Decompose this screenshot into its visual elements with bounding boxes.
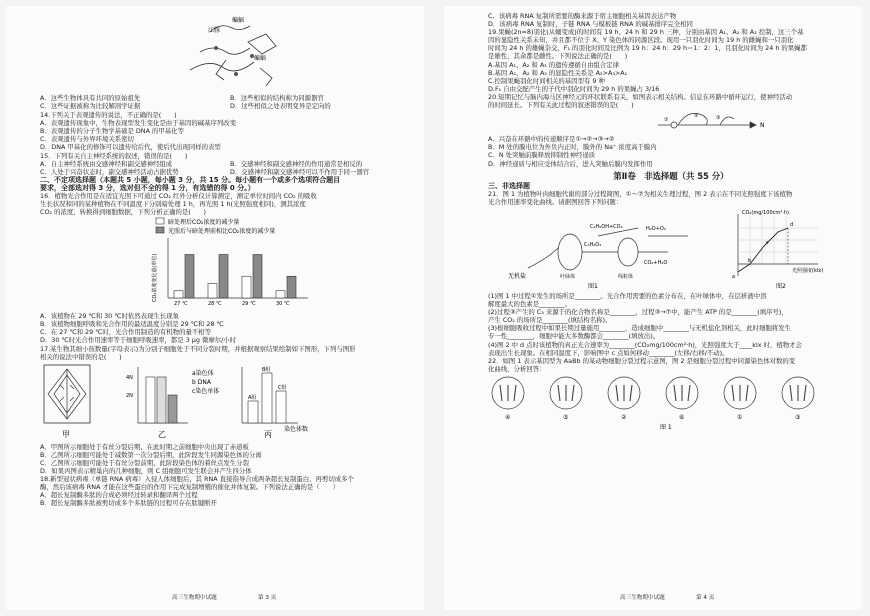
question-21-blanks [488, 292, 854, 373]
question-14 [40, 111, 412, 151]
bar-1-2 [253, 255, 262, 299]
q20-line-2: 的时间延长。下列有关此过程的叙述错误的是( ) [488, 101, 634, 110]
fig2-point-c: c [766, 239, 769, 246]
q21-blank-line-1: (1)图 1 中过程①发生的场所是________。光合作用需要的色素分布在，在叶绿体中，在层析液中溶 [488, 291, 767, 300]
q21-figures [488, 206, 852, 290]
bar-1-1 [219, 255, 228, 299]
chromosome [688, 385, 690, 401]
q17-option-b: B．乙图所示细胞可能处于减数第一次分裂后期，此阶段发生同源染色体的分离 [40, 450, 262, 459]
fig-label-1: 蝙蝠 [232, 17, 245, 24]
fig1-label-water-o2: H₂O+O₂ [646, 225, 666, 232]
q21-blank-line-6: 专一性________，细胞中能大多数酶都会________(填放出)。 [488, 332, 660, 341]
legend-b: b DNA [192, 378, 211, 386]
q19-option-b: B.基因 A₁、A₂ 和 A₃ 的显隐性关系是 A₂>A₃>A₁ [488, 68, 628, 77]
legend-c: c染色单体 [192, 387, 220, 395]
cell-number-label: ① [737, 413, 743, 421]
legend-swatch-dark [156, 218, 164, 224]
q13-option-b: B．这些相似的结构称为同源器官 [230, 94, 324, 103]
bar-0-3 [276, 291, 285, 298]
q17-option-c: C．乙图所示细胞可能处于有丝分裂前期，此阶段染色体的着丝点发生分裂 [40, 458, 249, 467]
q17-line-2: 相关的说法中错误的是( ) [40, 352, 122, 361]
fig1-label-co2-h2o: CO₂+H₂O [644, 259, 668, 266]
q19-line-4: 是雄性，其余都是雌性。下列说法正确的是( ) [488, 52, 628, 61]
section-3-heading: 三、非选择题 [488, 181, 530, 190]
q13-option-c: C．这些证据被称为比较解剖学证据 [40, 102, 141, 111]
q17-option-d: D．如果丙图表示精巢内的几种细胞，则 C 组细胞可发生联会并产生四分体 [40, 467, 252, 476]
question-13-options [40, 94, 412, 111]
right-footer [444, 594, 862, 602]
chromosome [558, 385, 560, 401]
q21-blank-line-7: (4)图 2 中 d 点时该植物的真正光合速率为________(CO₂mg/100cm²·h)，光照强度大于____klx 时，植物才会 [488, 340, 802, 349]
fig-yi-bar-c [168, 395, 177, 423]
left-footer-title: 高三生物期中试题 [172, 595, 217, 601]
loop-label-2: ② [694, 113, 699, 120]
q18-option-c: C．该病毒 RNA 复制所需要的酶来源于宿主细胞相关基因表达产物 [488, 12, 677, 20]
q15-option-c: C．人处于兴奋状态时，副交感神经活动占据优势 [40, 167, 179, 176]
loop-label-3: ③ [716, 115, 721, 122]
cell-number-label: ④ [505, 413, 511, 421]
q20-option-d: D．神经递质与相应受体结合后，进入突触后膜内发挥作用 [488, 159, 653, 168]
fig2-plot [738, 214, 818, 276]
chromosome [804, 385, 806, 401]
q20-line-1: 20.短期记忆与脑内海马区神经元的环状联系有关，如图表示相关结构。信息在环路中循环运行，使神经活动 [488, 92, 793, 101]
q16-option-d: D．30 ℃时光合作用速率等于细胞呼吸速率，都是 3 μg 微摩尔/小时 [40, 336, 237, 345]
q19-line-3: 时间为 24 h 的雄蝇杂交，F₁ 的羽化时间及比例为 19 h：24 h：29 h＝1：2：1，且羽化时间为 24 h 的果蝇都 [488, 44, 807, 53]
cell-number-label: ⑤ [563, 413, 569, 421]
fig1-label-ethanol: C₂H₅OH+CO₂ [590, 223, 623, 230]
q21-blank-line-3: (2)过程③产生的 C₃ 来源于的化合物名称是________，过程③→⑦中，能产生 ATP 的是________(填序号)， [488, 308, 788, 317]
fig2-x-axis-label: 光照强度(klx) [792, 267, 824, 274]
question-18 [40, 475, 412, 507]
question-17-options [40, 443, 412, 475]
fig1-label-mitochondrion: 线粒体 [618, 273, 634, 280]
q15-stem: 15．下列有关自主神经系统的叙述，错误的是( ) [40, 151, 188, 160]
section-2-line-1: 二、不定项选择题（本题共 5 小题，每小题 3 分，共 15 分。每小题有一个或多个选项符合题目 [40, 175, 341, 184]
chromosome [630, 385, 632, 401]
q17-line-1: 17.某生物其细小孩数量(字母表示)为分别子细胞处于不同分裂时期，并根据观察结果绘制如下图形，下列与图形 [40, 344, 356, 353]
q13-option-d: D．这些相似之处表明变异是定向的 [230, 102, 331, 111]
bar-1-3 [287, 276, 296, 298]
question-21 [488, 190, 854, 206]
fig-bing-tag-a: A组 [248, 394, 257, 401]
homologous-organs-figure [40, 12, 412, 92]
chromosome [790, 385, 792, 401]
cell-number-label: ② [621, 413, 627, 421]
q21-blank-line-5: (3)根细胞吸收过程中如果长期过量施用________，造成细胞中________与无机盐化剂相关，此时细胞将发生 [488, 324, 792, 333]
fig-bing-bar-c [276, 391, 286, 423]
q15-option-a: A．自主神经系统由交感神经和副交感神经组成 [40, 159, 173, 168]
cell-number-label: ③ [795, 413, 801, 421]
q17-option-a: A．甲图所示细胞处于有丝分裂后期，在此时期之前细胞中央出现了赤道板 [40, 442, 249, 451]
fig2-y-axis-label: CO₂(mg/100cm²·h) [742, 209, 789, 216]
question-20-options [488, 135, 854, 167]
q21-blank-line-4: 产生 CO₂ 的场所是________(填结构名称)。 [488, 316, 612, 325]
fig1-label-pyruvate: C₃H₄O₃ [584, 241, 602, 248]
left-page [6, 6, 424, 610]
chromosome [500, 385, 502, 401]
q19-option-c: C.控制果蝇羽化时间相关的基因型有 9 种 [488, 76, 605, 85]
fig2-point-d: d [790, 221, 794, 228]
fig-yi-label: 乙 [158, 429, 166, 439]
q14-option-b: B．表观遗传的分子生物学基础是 DNA 的甲基化等 [40, 127, 184, 136]
q22-line-2: 化曲线，分析回答： [488, 364, 546, 373]
chromosome [616, 385, 618, 401]
question-16 [40, 192, 412, 216]
q21-blank-line-2: 解度最大的色素是________。 [488, 300, 572, 309]
q19-line-1: 19.果蝇(2n=8)羽化(从蛹变成)的时间有 19 h、24 h 和 29 h 三种，分别由基因 A₁、A₂ 和 A₃ 控制，这三个基 [488, 28, 804, 37]
fig-yi-tick-4n: 4N [126, 374, 133, 381]
q20-option-c: C．N 处突触前膜释放抑制性神经递质 [488, 151, 596, 160]
neuron-body-icon [671, 122, 677, 128]
q16-bar-chart [40, 216, 412, 312]
q21-line-1: 21．图 1 为植物叶肉细胞代谢的部分过程简图，①～⑦为相关生理过程，图 2 表示在不同光照强度下该植物 [488, 189, 793, 198]
fig2-caption: 图2 [776, 282, 786, 290]
chromosome [732, 385, 734, 401]
question-17 [40, 345, 412, 361]
chromosome [674, 385, 676, 401]
bar-0-1 [208, 284, 217, 299]
bar-1-0 [185, 255, 194, 299]
q17-figures [40, 361, 412, 441]
fig1-caption: 图1 [588, 282, 598, 290]
fig-label-3: 蝙蝠 [254, 55, 267, 62]
left-column [40, 12, 412, 508]
right-footer-title: 高三生物期中试题 [620, 595, 665, 601]
chromosome [746, 385, 748, 401]
q13-option-a: A．这些生物体具有共同的原始祖先 [40, 94, 141, 103]
q18-option-d: D．该病毒 RNA 复制时，子链 RNA 与模板链 RNA 的碱基排序完全相同 [488, 20, 693, 29]
question-19 [488, 28, 854, 93]
legend-swatch-light [156, 227, 164, 233]
chromosome [514, 385, 516, 401]
q16-line-3: CO₂ 的浓度，转换得到细胞数据，下列分析正确的是( ) [40, 208, 207, 217]
x-tick-label: 30 ℃ [276, 301, 290, 308]
q18-line-2: 酶，然后该病毒 RNA 才能在这些蛋白的作用下完成复制增殖的催化并体复制。下列说法正确的是（ ） [40, 483, 339, 492]
right-page [444, 6, 862, 610]
x-tick-label: 27 ℃ [174, 301, 188, 308]
q21-line-2: 光合作用速率变化曲线。请据图回答下列问题： [488, 197, 623, 206]
fig2-point-b: b [748, 257, 752, 264]
left-footer [6, 594, 424, 602]
x-tick-label: 29 ℃ [242, 301, 256, 308]
fig-yi-bar-b [157, 377, 166, 423]
fig-bing-bar-b [262, 373, 272, 423]
cell-jia-spindle [48, 369, 86, 419]
bar-0-2 [242, 276, 251, 298]
loop-label-n: N [760, 122, 765, 130]
fig2-point-a: a [732, 273, 736, 280]
q15-option-d: D．交感神经和副交感神经可以不作用于同一器官 [230, 167, 370, 176]
q18-option-a: A．超长复制酶多肽的合成必须经过转录和翻译两个过程 [40, 491, 198, 500]
q14-option-a: A．表观遗传现象中，生物表现型发生变化是由于基因的碱基序列改变 [40, 119, 237, 128]
q14-option-c: C．表观遗传与外界环境关系密切 [40, 135, 134, 144]
q19-option-a: A.基因 A₁、A₂ 和 A₃ 的遗传遵循自由组合定律 [488, 60, 620, 69]
question-20 [488, 93, 854, 109]
q14-option-d: D．DNA 甲基化的修饰可以遗传给后代，使后代出现同样的表型 [40, 143, 221, 152]
q22-cell-figures [488, 373, 852, 431]
fig1-label-inorganic: 无机盐 [508, 272, 527, 280]
section-2-line-2: 要求，全部选对得 3 分，选对但不全的得 1 分，有选错的得 0 分。） [40, 183, 255, 192]
q20-option-b: B．M 处的膜电位为外负内正时，膜外的 Na⁺ 浓度高于膜内 [488, 143, 657, 152]
fig-bing-xlabel: 染色体数 [284, 425, 309, 433]
fig1-label-chloroplast: 叶绿体 [560, 273, 576, 280]
fig-yi-bar-a [146, 377, 155, 423]
q22-line-1: 22．如图 1 表示基因型为 AaBb 的某动物细胞分裂过程示意图，图 2 是细胞分裂过程中同源染色体对数的变 [488, 356, 796, 365]
q16-option-a: A．该植物在 29 ℃和 30 ℃时依然表现生长现象 [40, 312, 179, 321]
cell-number-label: ⑥ [679, 413, 685, 421]
q18-line-1: 18.新型冠状病毒（单链 RNA 病毒）入侵人体细胞后，其 RNA 直接指导合成两条超长复制蛋白，再剪切成多个 [40, 475, 354, 484]
q16-option-c: C．在 27 ℃和 29 ℃时，光合作用制造的有机物的量不相等 [40, 328, 212, 337]
neuron-loop-figure [488, 109, 852, 133]
fig-bing-label: 丙 [264, 429, 272, 439]
q16-chart-block [40, 216, 412, 312]
loop-label-1: ① [664, 117, 669, 124]
q15-option-b: B．交感神经和副交感神经的作用通常是相反的 [230, 159, 363, 168]
fig-bing-bar-a [248, 401, 258, 423]
q21-blank-line-8: 表现出生长现象。在相同温度下，影响图中 c 点如何移动________(左移/右移/不动)。 [488, 348, 729, 357]
question-18-continued [488, 12, 854, 28]
left-footer-page: 第 3 页 [258, 595, 277, 601]
q16-line-2: 生长状况和同的某种植物在不同温度下分别暗处理 1 h，再光照 1 h(光照强度相同)，测其浓度 [40, 199, 306, 208]
q18-option-b: B．超长复制酶多肽被剪切成多个多肽链的过程可存在肽键断开 [40, 499, 217, 508]
section-2-heading [40, 176, 412, 192]
q19-option-d: D.F₁ 自由交配产生的子代中羽化时间为 29 h 的果蝇占 3/16 [488, 84, 660, 93]
bar-0-0 [174, 291, 183, 298]
q16-line-1: 16．植物光合作用是在适宜光照下可通过 CO₂ 红外分析仪计算测定，测定单位时间内 CO₂ 的吸收 [40, 191, 317, 200]
part-2-title: 第Ⅱ卷 非选择题（共 55 分） [613, 170, 729, 181]
legend-a: a染色体 [192, 369, 214, 377]
chart-y-label: CO₂浓度变化量(单位) [152, 253, 158, 303]
fig-yi-tick-2n: 2N [126, 392, 133, 399]
fig-label-2: 江豚 [208, 27, 221, 34]
q22-fig-caption: 图 1 [660, 423, 672, 431]
q20-option-a: A．兴奋在环路中的传递顺序是①→②→③→② [488, 135, 615, 144]
chromosome [572, 385, 574, 401]
legend-label-dark: 暗处理后CO₂浓度的减少量 [168, 219, 240, 227]
question-16-options [40, 312, 412, 344]
legend-label-light: 光照后与暗处理前相比CO₂浓度的减少量 [168, 228, 276, 236]
question-15 [40, 152, 412, 176]
right-column [488, 12, 854, 433]
fig-bing-tag-b: B组 [262, 366, 271, 373]
q19-line-2: 因的显隐性关系未知，并且都不位于 X、Y 染色体的同源区段。现用一只羽化时间为 19 h 的雌蝇和一只羽化 [488, 36, 794, 45]
x-tick-label: 28 ℃ [208, 301, 222, 308]
q14-stem: 14.下列关于表观遗传的说法，不正确的是( ) [40, 111, 177, 120]
q16-option-b: B．该植物细胞呼吸和光合作用的最适温度分别是 29 ℃和 28 ℃ [40, 320, 224, 329]
right-footer-page: 第 4 页 [696, 595, 715, 601]
fig-bing-tag-c: C组 [278, 384, 287, 391]
fig-jia-label: 甲 [62, 429, 70, 439]
